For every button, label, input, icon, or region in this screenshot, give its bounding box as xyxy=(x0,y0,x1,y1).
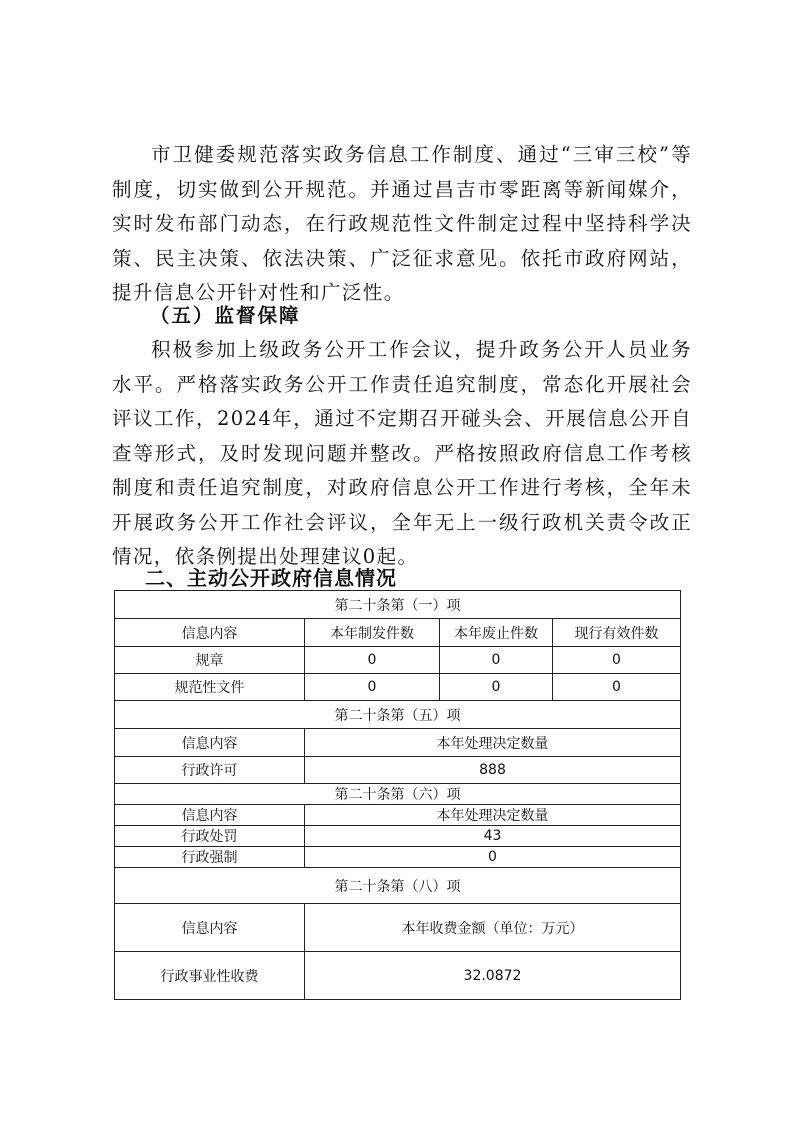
table-section-title-row xyxy=(115,784,681,805)
column-header: 本年收费金额（单位：万元） xyxy=(305,904,681,952)
column-header: 本年制发件数 xyxy=(305,619,440,647)
table-cell: 规范性文件 xyxy=(115,674,305,701)
column-header: 信息内容 xyxy=(115,619,305,647)
supervision-paragraph: 积极参加上级政务公开工作会议，提升政务公开人员业务水平。严格落实政务公开工作责任追究制度，常态化开展社会评议工作，2024年，通过不定期召开碰头会、开展信息公开自查等形式，及时发现问题并整改。严格按照政府信息工作考核制度和责任追究制度，对政府信息公开工作进行考核，全年未开展政务公开工作社会评议，全年无上一级行政机关责令改正情况，依条例提出处理建议0起。 xyxy=(112,338,692,568)
table-row xyxy=(115,847,681,868)
table-section-title-row xyxy=(115,868,681,904)
table-row xyxy=(115,674,681,701)
table-header-row xyxy=(115,904,681,952)
table-cell: 0 xyxy=(553,647,681,674)
column-header: 本年处理决定数量 xyxy=(305,729,681,757)
section-heading: 二、主动公开政府信息情况 xyxy=(145,566,397,590)
table-row xyxy=(115,826,681,847)
section-title-art1: 第二十条第（一）项 xyxy=(115,591,681,619)
table-header-row xyxy=(115,619,681,647)
section-title-art5: 第二十条第（五）项 xyxy=(115,701,681,729)
section-title-art6: 第二十条第（六）项 xyxy=(115,784,681,805)
table-cell: 0 xyxy=(553,674,681,701)
column-header: 信息内容 xyxy=(115,805,305,826)
table-header-row xyxy=(115,729,681,757)
table-header-row xyxy=(115,805,681,826)
column-header: 本年处理决定数量 xyxy=(305,805,681,826)
table-cell: 0 xyxy=(305,674,440,701)
table-cell: 0 xyxy=(305,647,440,674)
table-row xyxy=(115,757,681,784)
table-cell: 行政处罚 xyxy=(115,826,305,847)
table-cell: 0 xyxy=(440,674,553,701)
table-cell: 0 xyxy=(305,847,681,868)
supervision-heading: （五）监督保障 xyxy=(150,304,301,327)
table-cell: 32.0872 xyxy=(305,952,681,1000)
column-header: 本年废止件数 xyxy=(440,619,553,647)
section-title-art8: 第二十条第（八）项 xyxy=(115,868,681,904)
table-row xyxy=(115,647,681,674)
column-header: 信息内容 xyxy=(115,729,305,757)
table-cell: 43 xyxy=(305,826,681,847)
intro-paragraph: 市卫健委规范落实政务信息工作制度、通过“三审三校”等制度，切实做到公开规范。并通过昌吉市零距离等新闻媒介，实时发布部门动态，在行政规范性文件制定过程中坚持科学决策、民主决策、依法决策、广泛征求意见。依托市政府网站，提升信息公开针对性和广泛性。 xyxy=(112,143,692,304)
column-header: 信息内容 xyxy=(115,904,305,952)
table-cell: 0 xyxy=(440,647,553,674)
table-row xyxy=(115,952,681,1000)
table-section-title-row xyxy=(115,701,681,729)
disclosure-table xyxy=(114,590,681,1000)
table-cell: 行政事业性收费 xyxy=(115,952,305,1000)
table-cell: 行政强制 xyxy=(115,847,305,868)
table-cell: 规章 xyxy=(115,647,305,674)
table-section-title-row xyxy=(115,591,681,619)
table-cell: 888 xyxy=(305,757,681,784)
column-header: 现行有效件数 xyxy=(553,619,681,647)
table-cell: 行政许可 xyxy=(115,757,305,784)
